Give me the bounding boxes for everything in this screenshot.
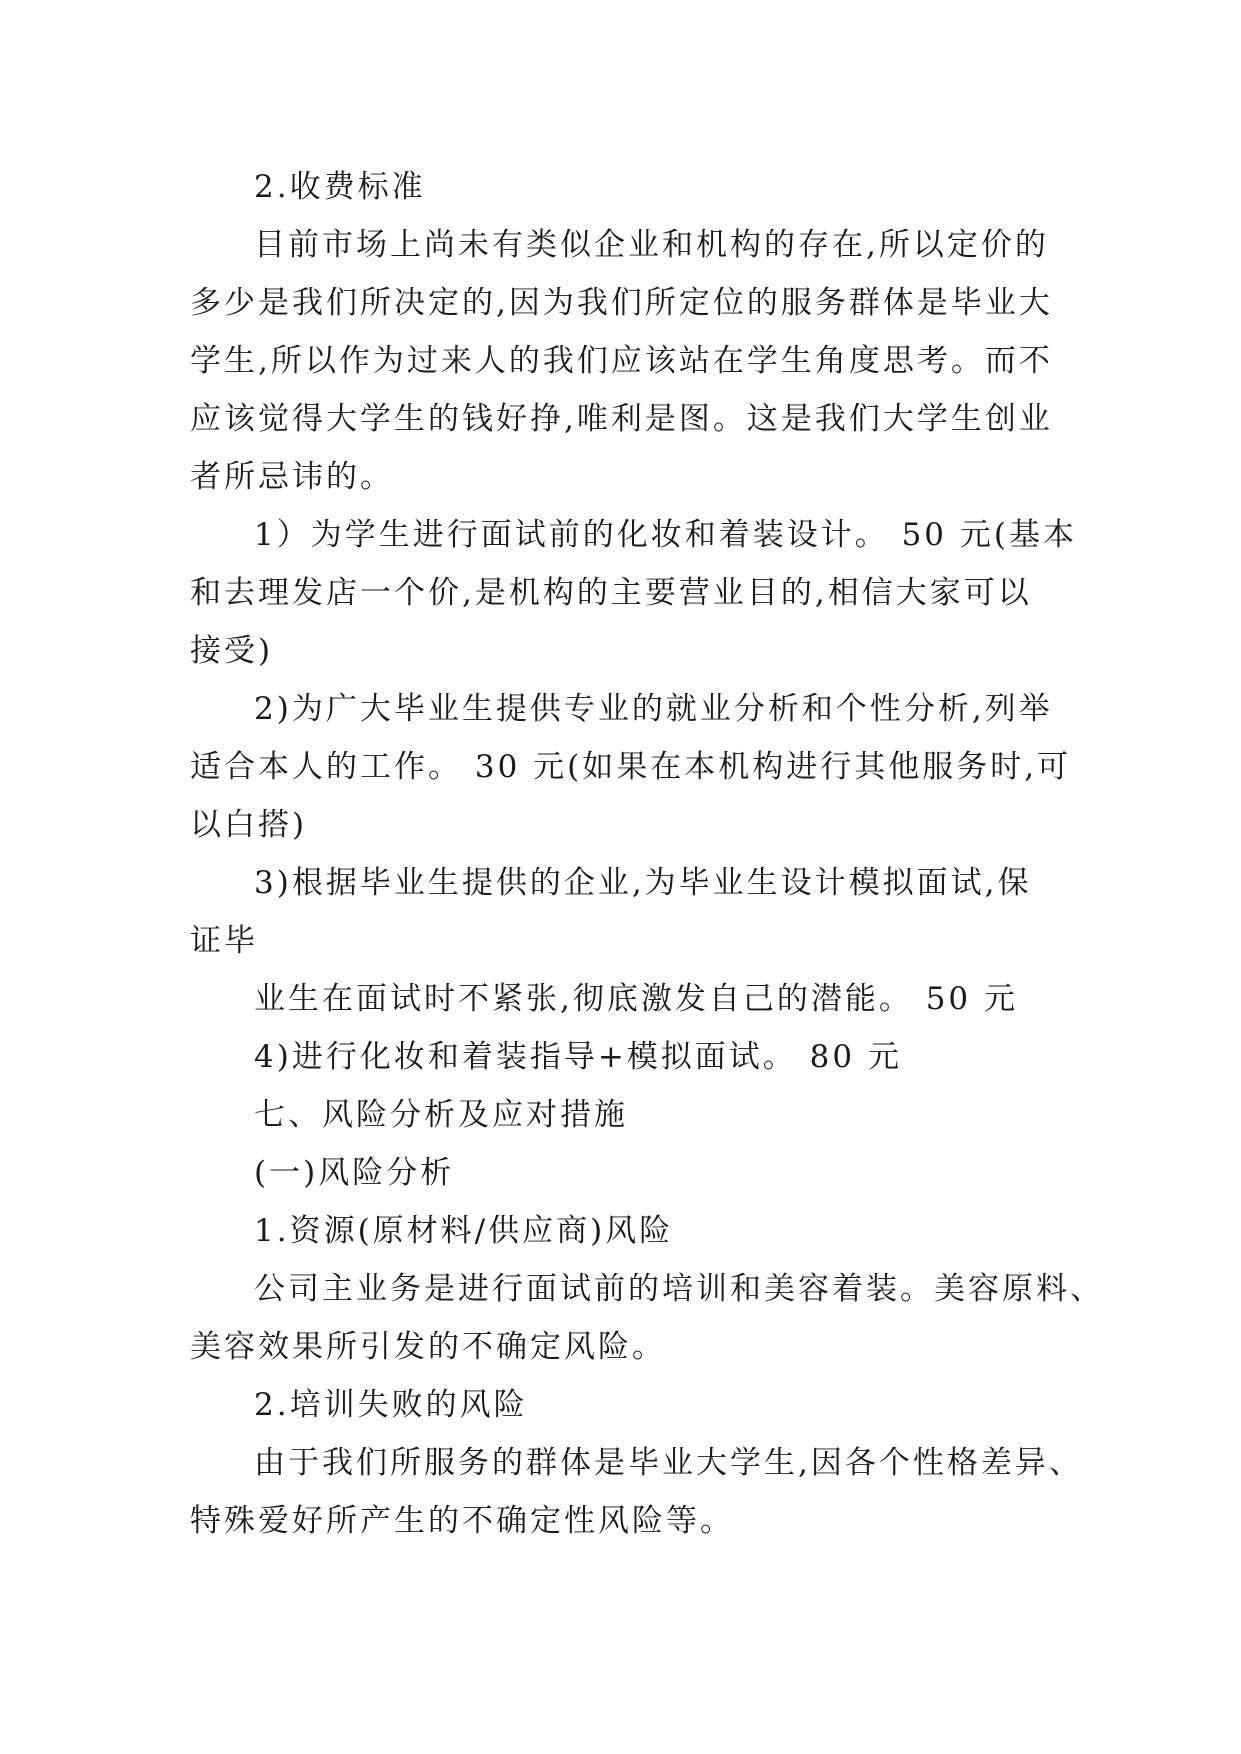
text-line: 特殊爱好所产生的不确定性风险等。 bbox=[190, 1503, 734, 1539]
text-line: 由于我们所服务的群体是毕业大学生,因各个性格差异、 bbox=[254, 1445, 1083, 1481]
text-line: 学生,所以作为过来人的我们应该站在学生角度思考。而不 bbox=[190, 343, 1053, 379]
text-line: 以白搭) bbox=[190, 807, 308, 843]
text-line: 七、风险分析及应对措施 bbox=[254, 1097, 628, 1133]
document-body bbox=[190, 158, 1104, 1550]
text-line: 证毕 bbox=[190, 923, 258, 959]
text-line: 目前市场上尚未有类似企业和机构的存在,所以定价的 bbox=[254, 227, 1049, 263]
text-line: 2.收费标准 bbox=[254, 169, 426, 205]
text-line: 业生在面试时不紧张,彻底激发自己的潜能。 50 元 bbox=[254, 981, 1019, 1017]
text-line: 美容效果所引发的不确定风险。 bbox=[190, 1329, 666, 1365]
text-line: 2)为广大毕业生提供专业的就业分析和个性分析,列举 bbox=[254, 691, 1053, 727]
text-line: 2.培训失败的风险 bbox=[254, 1387, 528, 1423]
text-line: 者所忌讳的。 bbox=[190, 459, 394, 495]
text-line: (一)风险分析 bbox=[254, 1155, 455, 1191]
text-line: 1）为学生进行面试前的化妆和着装设计。 50 元(基本 bbox=[254, 517, 1077, 553]
text-line: 应该觉得大学生的钱好挣,唯利是图。这是我们大学生创业 bbox=[190, 401, 1053, 437]
text-line: 接受) bbox=[190, 633, 274, 669]
text-line: 多少是我们所决定的,因为我们所定位的服务群体是毕业大 bbox=[190, 285, 1053, 321]
text-line: 适合本人的工作。 30 元(如果在本机构进行其他服务时,可 bbox=[190, 749, 1072, 785]
text-line: 3)根据毕业生提供的企业,为毕业生设计模拟面试,保 bbox=[254, 865, 1032, 901]
text-line: 和去理发店一个价,是机构的主要营业目的,相信大家可以 bbox=[190, 575, 1032, 611]
text-line: 公司主业务是进行面试前的培训和美容着装。美容原料、 bbox=[254, 1271, 1104, 1307]
text-line: 4)进行化妆和着装指导+模拟面试。 80 元 bbox=[254, 1039, 902, 1075]
text-line: 1.资源(原材料/供应商)风险 bbox=[254, 1213, 674, 1249]
